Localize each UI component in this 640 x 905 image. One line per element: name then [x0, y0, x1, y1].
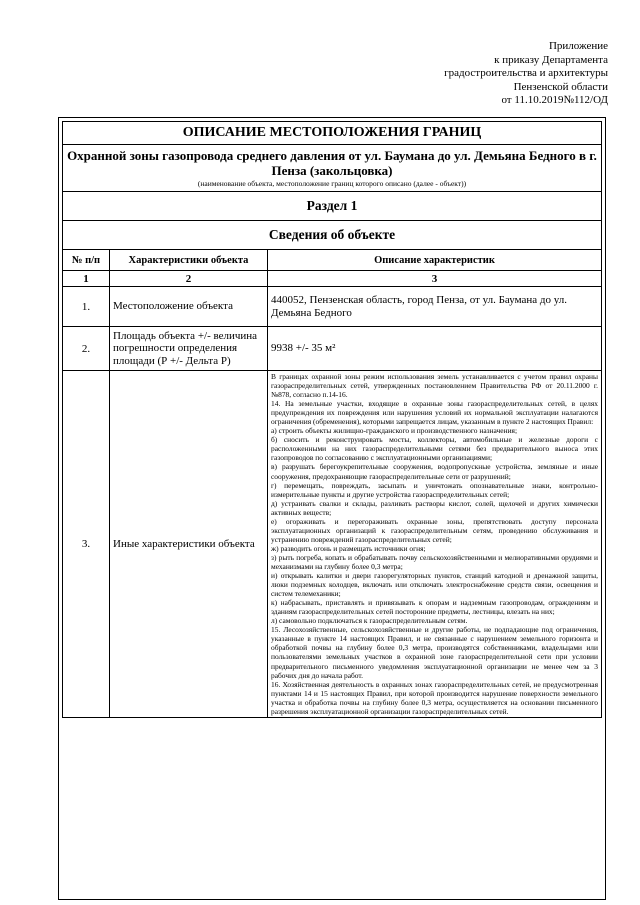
object-name: Охранной зоны газопровода среднего давления от ул. Баумана до ул. Демьяна Бедного в г. Пенза (закольцовка): [67, 148, 597, 178]
paragraph: б) сносить и реконструировать мосты, коллекторы, автомобильные и железные дороги с расположенными на них газораспределительными сетями без предварительного выноса этих газопроводов по согласованию с эксплуатационными организациями;: [271, 435, 598, 463]
description-table: [62, 121, 602, 718]
header-line: Приложение: [548, 40, 608, 52]
paragraph: к) набрасывать, приставлять и привязывать к опорам и надземным газопроводам, ограждениям и зданиям газораспределительных сетей посторонние предметы, лестницы, влезать на них;: [271, 598, 598, 617]
column-number: 3: [268, 271, 602, 287]
table-row: [63, 371, 602, 718]
paragraph: ж) разводить огонь и размещать источники огня;: [271, 543, 426, 553]
paragraph: з) рыть погреба, копать и обрабатывать почву сельскохозяйственными и мелиоративными орудиями и механизмами на глубину более 0,3 метра;: [271, 552, 598, 571]
table-row: [63, 287, 602, 327]
row-characteristic: Иные характеристики объекта: [110, 371, 268, 718]
header-line: градостроительства и архитектуры: [444, 67, 608, 79]
column-header: Описание характеристик: [268, 250, 602, 271]
paragraph: е) огораживать и перегораживать охранные зоны, препятствовать доступу персонала эксплуатационных организаций к газораспределительным сетям, проведению обслуживания и устранению повреждений газораспределительных сетей;: [271, 516, 598, 544]
row-characteristic: Местоположение объекта: [110, 287, 268, 327]
row-value: 9938 +/- 35 м²: [268, 327, 602, 371]
header-line: от 11.10.2019№112/ОД: [501, 94, 608, 106]
header-line: к приказу Департамента: [494, 53, 608, 66]
paragraph: 16. Хозяйственная деятельность в охранных зонах газораспределительных сетей, не предусмотренная пунктами 14 и 15 настоящих Правил, при которой производится нарушение поверхности земельного участка и обработка почвы на глубину более 0,3 метра, осуществляется на основании письменного разрешения эксплуатационной организации газораспределительных сетей.: [271, 679, 598, 716]
paragraph: в) разрушать берегоукрепительные сооружения, водопропускные устройства, земляные и иные сооружения, предохраняющие газораспределительные сети от разрушений;: [271, 462, 598, 481]
table-row: [63, 327, 602, 371]
section-title: Раздел 1: [63, 192, 602, 221]
document-frame: [58, 117, 606, 900]
paragraph: г) перемещать, повреждать, засыпать и уничтожать опознавательные знаки, контрольно-измерительные пункты и другие устройства газораспределительных сетей;: [271, 480, 598, 499]
object-name-note: (наименование объекта, местоположение границ которого описано (далее - объект)): [197, 179, 467, 188]
column-header: Характеристики объекта: [110, 250, 268, 271]
document-title: ОПИСАНИЕ МЕСТОПОЛОЖЕНИЯ ГРАНИЦ: [63, 122, 602, 145]
paragraph: и) открывать калитки и двери газорегуляторных пунктов, станций катодной и дренажной защиты, люки подземных колодцев, включать или отключать электроснабжение средств связи, освещения и систем телемеханики;: [271, 571, 598, 599]
row-number: 2.: [63, 327, 110, 371]
column-number: 2: [110, 271, 268, 287]
paragraph: а) строить объекты жилищно-гражданского и производственного назначения;: [271, 426, 518, 436]
row-value: 440052, Пензенская область, город Пенза, от ул. Баумана до ул. Демьяна Бедного: [268, 287, 602, 327]
row-value-long: [268, 371, 602, 718]
approval-header: [444, 40, 608, 108]
header-line: Пензенской области: [513, 80, 608, 93]
row-number: 3.: [63, 371, 110, 718]
row-number: 1.: [63, 287, 110, 327]
subsection-title: Сведения об объекте: [63, 221, 602, 250]
paragraph: 15. Лесохозяйственные, сельскохозяйственные и другие работы, не подпадающие под ограничения, указанные в пункте 14 настоящих Правил, и не связанные с нарушением земельного горизонта и обработкой почвы на глубину более 0,3 метра, производятся собственниками, владельцами или пользователями земельных участков в охранной зоне газораспределительной сети при условии предварительного письменного уведомления эксплуатационной организации не менее чем за 3 рабочих дня до начала работ.: [271, 625, 598, 680]
row-characteristic: Площадь объекта +/- величина погрешности определения площади (Р +/- Дельта Р): [110, 327, 268, 371]
column-number: 1: [63, 271, 110, 287]
paragraph: д) устраивать свалки и склады, разливать растворы кислот, солей, щелочей и других химически активных веществ;: [271, 498, 598, 517]
paragraph: В границах охранной зоны режим использования земель устанавливается с учетом правил охраны газораспределительных сетей, утвержденных постановлением Правительства РФ от 20.11.2000 г. №878, согласно п.14-16.: [271, 372, 598, 400]
paragraph: л) самовольно подключаться к газораспределительным сетям.: [271, 616, 468, 626]
column-header: № п/п: [63, 250, 110, 271]
paragraph: 14. На земельные участки, входящие в охранные зоны газораспределительных сетей, в целях предупреждения их повреждения или нарушения условий их нормальной эксплуатации налагаются ограничения (обременения), которыми запрещается лицам, указанным в пункте 2 настоящих Правил:: [271, 399, 598, 427]
